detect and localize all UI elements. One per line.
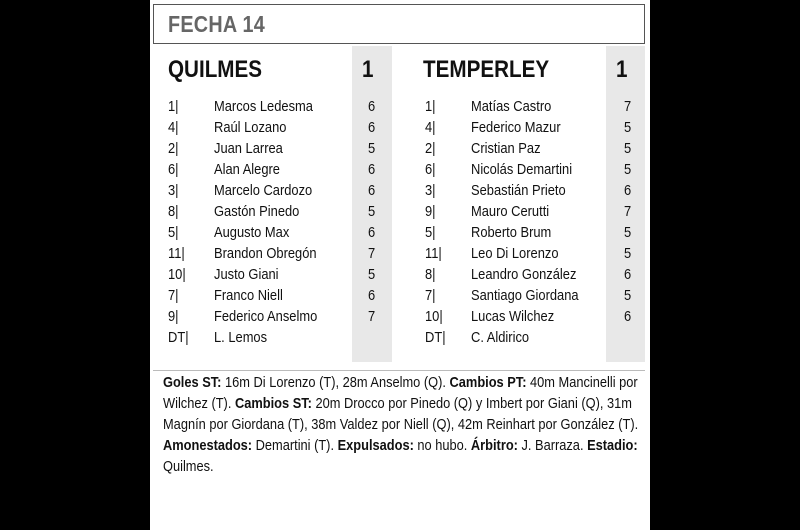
summary-label-stadium: Estadio: (587, 437, 638, 454)
player-name: Brandon Obregón (214, 245, 317, 262)
player-rating: 5 (368, 140, 376, 157)
player-number: 4| (425, 119, 436, 136)
player-name: C. Aldirico (471, 329, 530, 346)
player-number: 10| (168, 266, 186, 283)
player-number: 3| (425, 182, 436, 199)
player-rating: 5 (624, 245, 632, 262)
player-rating: 6 (368, 287, 376, 304)
player-number: 6| (168, 161, 179, 178)
player-row (425, 159, 645, 180)
section-divider (153, 370, 645, 371)
player-number: 5| (425, 224, 436, 241)
player-rating: 7 (624, 203, 632, 220)
player-row (425, 138, 645, 159)
player-name: Juan Larrea (214, 140, 283, 157)
player-rating: 7 (368, 308, 376, 325)
player-rating: 5 (624, 119, 632, 136)
summary-label-goals: Goles ST: (163, 374, 222, 391)
player-row (168, 264, 388, 285)
summary-text-stadium: Quilmes. (163, 458, 214, 475)
summary-label-subs-second-half: Cambios ST: (234, 395, 312, 412)
player-row (168, 285, 388, 306)
player-name: Santiago Giordana (471, 287, 579, 304)
player-name: Leo Di Lorenzo (471, 245, 559, 262)
player-name: Roberto Brum (471, 224, 552, 241)
summary-label-referee: Árbitro: (470, 437, 518, 454)
player-rating: 6 (368, 182, 376, 199)
player-row (168, 138, 388, 159)
player-rating: 5 (624, 287, 632, 304)
player-rating: 6 (624, 182, 632, 199)
player-name: L. Lemos (214, 329, 268, 346)
player-row (425, 306, 645, 327)
player-name: Federico Mazur (471, 119, 561, 136)
player-number: DT| (425, 329, 446, 346)
player-name: Augusto Max (214, 224, 290, 241)
player-number: 8| (168, 203, 179, 220)
summary-text-sendoffs: no hubo. (413, 437, 471, 454)
player-row (425, 264, 645, 285)
player-number: 11| (425, 245, 442, 262)
player-number: 9| (425, 203, 436, 220)
player-row (168, 159, 388, 180)
player-rating: 5 (624, 224, 632, 241)
player-rating: 6 (368, 224, 376, 241)
fecha-title: FECHA 14 (168, 11, 265, 37)
player-name: Justo Giani (214, 266, 279, 283)
player-name: Marcelo Cardozo (214, 182, 313, 199)
player-number: 1| (168, 98, 179, 115)
player-name: Lucas Wilchez (471, 308, 555, 325)
player-row (425, 222, 645, 243)
player-number: 7| (168, 287, 179, 304)
player-row (168, 180, 388, 201)
player-rating: 7 (368, 245, 376, 262)
player-number: 2| (425, 140, 436, 157)
player-rating: 6 (368, 161, 376, 178)
player-name: Nicolás Demartini (471, 161, 573, 178)
summary-label-bookings: Amonestados: (163, 437, 253, 454)
player-rating: 6 (624, 308, 632, 325)
player-row (425, 117, 645, 138)
player-number: 7| (425, 287, 436, 304)
player-number: 10| (425, 308, 443, 325)
player-name: Federico Anselmo (214, 308, 318, 325)
player-row (168, 222, 388, 243)
player-name: Cristian Paz (471, 140, 541, 157)
player-name: Leandro González (471, 266, 577, 283)
player-row (425, 243, 645, 264)
player-name: Gastón Pinedo (214, 203, 300, 220)
player-rating: 6 (368, 119, 376, 136)
summary-label-sendoffs: Expulsados: (337, 437, 414, 454)
player-number: DT| (168, 329, 189, 346)
player-rating: 5 (624, 161, 632, 178)
summary-text-referee: J. Barraza. (517, 437, 588, 454)
player-name: Marcos Ledesma (214, 98, 313, 115)
player-number: 11| (168, 245, 185, 262)
player-rating: 5 (368, 203, 376, 220)
player-number: 4| (168, 119, 179, 136)
player-row (168, 306, 388, 327)
player-name: Matías Castro (471, 98, 552, 115)
player-rating: 7 (624, 98, 632, 115)
player-row (168, 201, 388, 222)
player-name: Franco Niell (214, 287, 283, 304)
player-rating: 5 (368, 266, 376, 283)
player-row (425, 96, 645, 117)
fecha-header (153, 4, 645, 44)
player-name: Raúl Lozano (214, 119, 287, 136)
player-row (168, 243, 388, 264)
player-rating: 6 (624, 266, 632, 283)
player-rating: 5 (624, 140, 632, 157)
away-team-name: TEMPERLEY (423, 56, 550, 83)
player-number: 2| (168, 140, 179, 157)
player-number: 3| (168, 182, 179, 199)
player-name: Alan Alegre (214, 161, 280, 178)
summary-text-bookings: Demartini (T). (252, 437, 338, 454)
player-name: Sebastián Prieto (471, 182, 566, 199)
home-team-name: QUILMES (168, 56, 263, 83)
player-row (168, 327, 388, 348)
away-team-score: 1 (616, 56, 628, 83)
player-rating: 6 (368, 98, 376, 115)
summary-text-goals: 16m Di Lorenzo (T), 28m Anselmo (Q). (221, 374, 450, 391)
player-row (425, 201, 645, 222)
player-row (425, 180, 645, 201)
player-row (168, 96, 388, 117)
summary-text-subs-second-half: 20m Drocco por Pinedo (Q) y Imbert por Giani (Q), 31m Magnín por Giordana (T), 38m Valdez por Niell (Q), 42m Reinhart por González (T). (163, 395, 639, 433)
player-number: 1| (425, 98, 436, 115)
summary-text-subs-first-half: 40m Mancinelli por Wilchez (T). (163, 374, 638, 412)
player-row (425, 327, 645, 348)
player-name: Mauro Cerutti (471, 203, 550, 220)
player-row (168, 117, 388, 138)
player-row (425, 285, 645, 306)
player-number: 8| (425, 266, 436, 283)
home-team-score: 1 (362, 56, 374, 83)
player-number: 6| (425, 161, 436, 178)
summary-label-subs-first-half: Cambios PT: (449, 374, 527, 391)
player-number: 5| (168, 224, 179, 241)
player-number: 9| (168, 308, 179, 325)
match-summary (163, 372, 642, 477)
